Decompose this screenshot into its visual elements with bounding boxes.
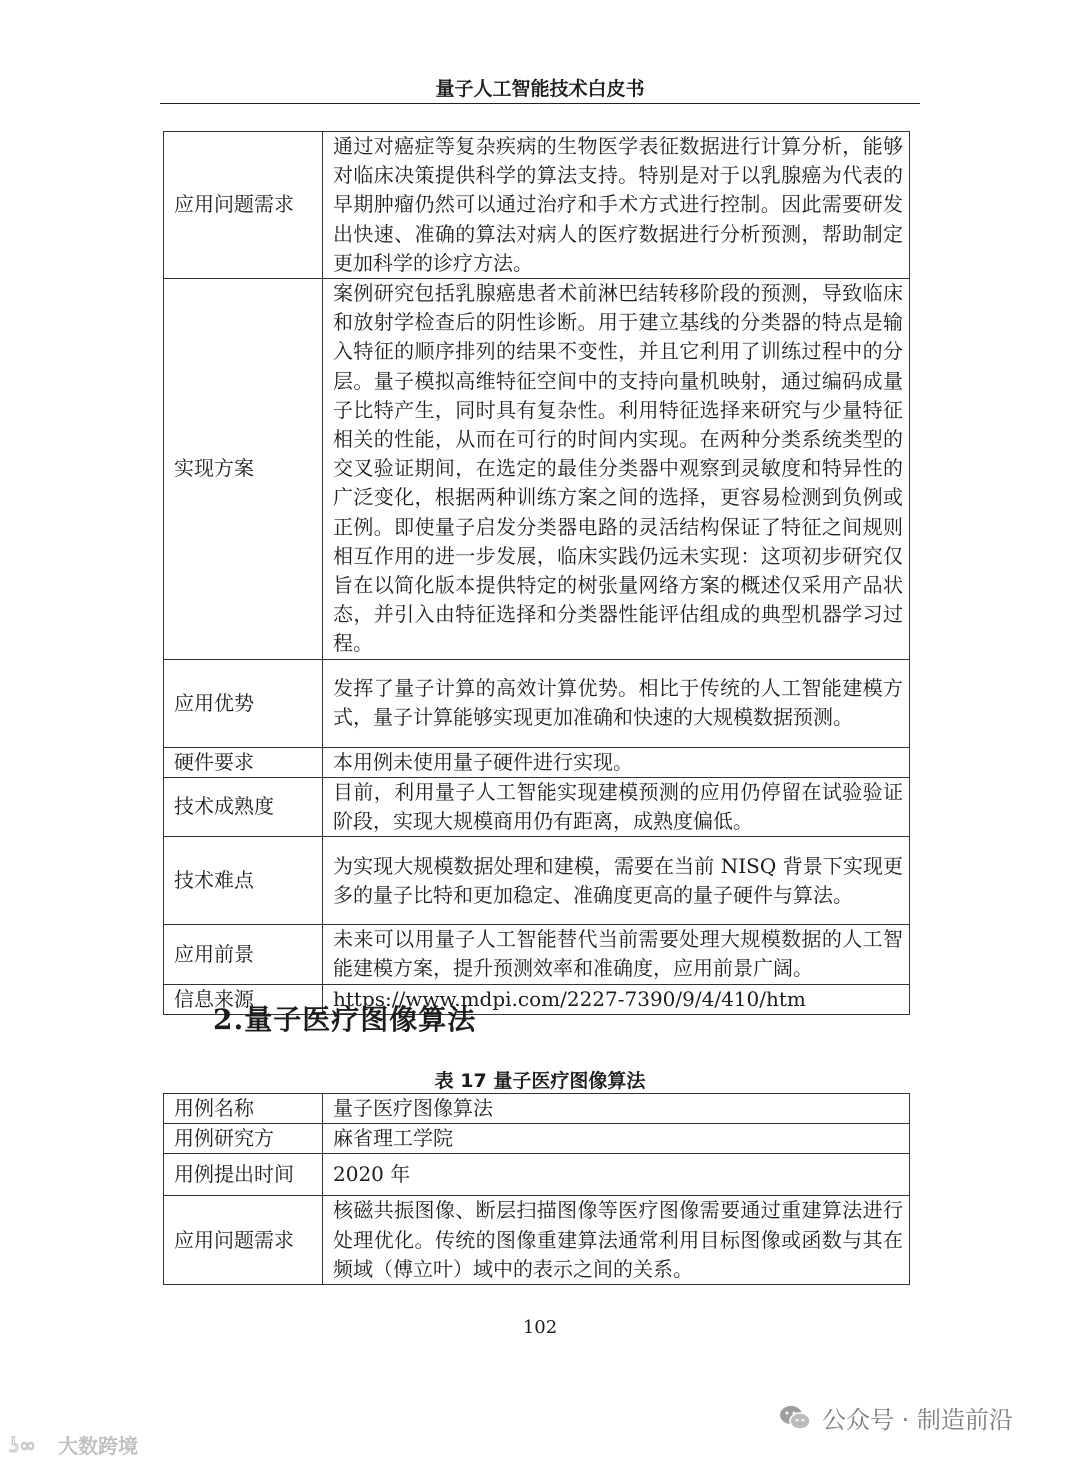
table-row — [164, 132, 910, 279]
source-link[interactable]: https://www.mdpi.com/2227-7390/9/4/410/htm — [323, 984, 910, 1014]
table-row — [164, 925, 910, 984]
row-label: 用例提出时间 — [164, 1154, 323, 1196]
table-row — [164, 1196, 910, 1285]
table-row — [164, 1094, 910, 1124]
row-label: 用例研究方 — [164, 1124, 323, 1154]
use-case-table-continued — [163, 131, 910, 1015]
row-value: 案例研究包括乳腺癌患者术前淋巴结转移阶段的预测，导致临床和放射学检查后的阴性诊断。用于建立基线的分类器的特点是输入特征的顺序排列的结果不变性，并且它利用了训练过程中的分层。量子模拟高维特征空间中的支持向量机映射，通过编码成量子比特产生，同时具有复杂性。利用特征选择来研究与少量特征相关的性能，从而在可行的时间内实现。在两种分类系统类型的交叉验证期间，在选定的最佳分类器中观察到灵敏度和特异性的广泛变化，根据两种训练方案之间的选择，更容易检测到负例或正例。即使量子启发分类器电路的灵活结构保证了特征之间规则相互作用的进一步发展，临床实践仍远未实现：这项初步研究仅旨在以简化版本提供特定的树张量网络方案的概述仅采用产品状态，并引入由特征选择和分类器性能评估组成的典型机器学习过程。 — [323, 279, 910, 660]
table-row — [164, 1124, 910, 1154]
row-value: 为实现大规模数据处理和建模，需要在当前 NISQ 背景下实现更多的量子比特和更加稳定、准确度更高的量子硬件与算法。 — [323, 837, 910, 925]
row-value: 核磁共振图像、断层扫描图像等医疗图像需要通过重建算法进行处理优化。传统的图像重建算法通常利用目标图像或函数与其在频域（傅立叶）域中的表示之间的关系。 — [323, 1196, 910, 1285]
table-row — [164, 777, 910, 836]
row-value: 本用例未使用量子硬件进行实现。 — [323, 747, 910, 777]
row-label: 实现方案 — [164, 279, 323, 660]
row-value: 发挥了量子计算的高效计算优势。相比于传统的人工智能建模方式，量子计算能够实现更加准确和快速的大规模数据预测。 — [323, 659, 910, 747]
brand-logo-icon — [8, 1431, 54, 1459]
row-value: 未来可以用量子人工智能替代当前需要处理大规模数据的人工智能建模方案，提升预测效率和准确度，应用前景广阔。 — [323, 925, 910, 984]
row-label: 应用前景 — [164, 925, 323, 984]
row-value: 目前，利用量子人工智能实现建模预测的应用仍停留在试验验证阶段，实现大规模商用仍有距离，成熟度偏低。 — [323, 777, 910, 836]
table-caption: 表 17 量子医疗图像算法 — [434, 1070, 646, 1092]
section-heading: 2.量子医疗图像算法 — [213, 1003, 477, 1036]
row-label: 技术成熟度 — [164, 777, 323, 836]
row-label: 应用问题需求 — [164, 132, 323, 279]
header-divider — [160, 103, 920, 104]
row-label: 硬件要求 — [164, 747, 323, 777]
table-row — [164, 279, 910, 660]
table-row — [164, 747, 910, 777]
row-label: 应用问题需求 — [164, 1196, 323, 1285]
page-header-title: 量子人工智能技术白皮书 — [435, 78, 645, 100]
watermark-left — [8, 1430, 138, 1459]
watermark-right — [778, 1400, 1013, 1435]
watermark-right-text: 公众号 · 制造前沿 — [822, 1406, 1013, 1434]
table-row — [164, 1154, 910, 1196]
row-label: 信息来源 — [164, 984, 323, 1014]
svg-text:ʖ∞: ʖ∞ — [9, 1432, 36, 1457]
watermark-left-text: 大数跨境 — [58, 1434, 138, 1458]
wechat-icon — [778, 1403, 812, 1433]
use-case-table-17 — [163, 1093, 910, 1285]
table-row — [164, 837, 910, 925]
row-value: 麻省理工学院 — [323, 1124, 910, 1154]
row-value: 2020 年 — [323, 1154, 910, 1196]
row-label: 用例名称 — [164, 1094, 323, 1124]
row-value: 量子医疗图像算法 — [323, 1094, 910, 1124]
page-number: 102 — [522, 1317, 558, 1338]
row-label: 技术难点 — [164, 837, 323, 925]
table-row — [164, 659, 910, 747]
row-value: 通过对癌症等复杂疾病的生物医学表征数据进行计算分析，能够对临床决策提供科学的算法支持。特别是对于以乳腺癌为代表的早期肿瘤仍然可以通过治疗和手术方式进行控制。因此需要研发出快速、准确的算法对病人的医疗数据进行分析预测，帮助制定更加科学的诊疗方法。 — [323, 132, 910, 279]
row-label: 应用优势 — [164, 659, 323, 747]
